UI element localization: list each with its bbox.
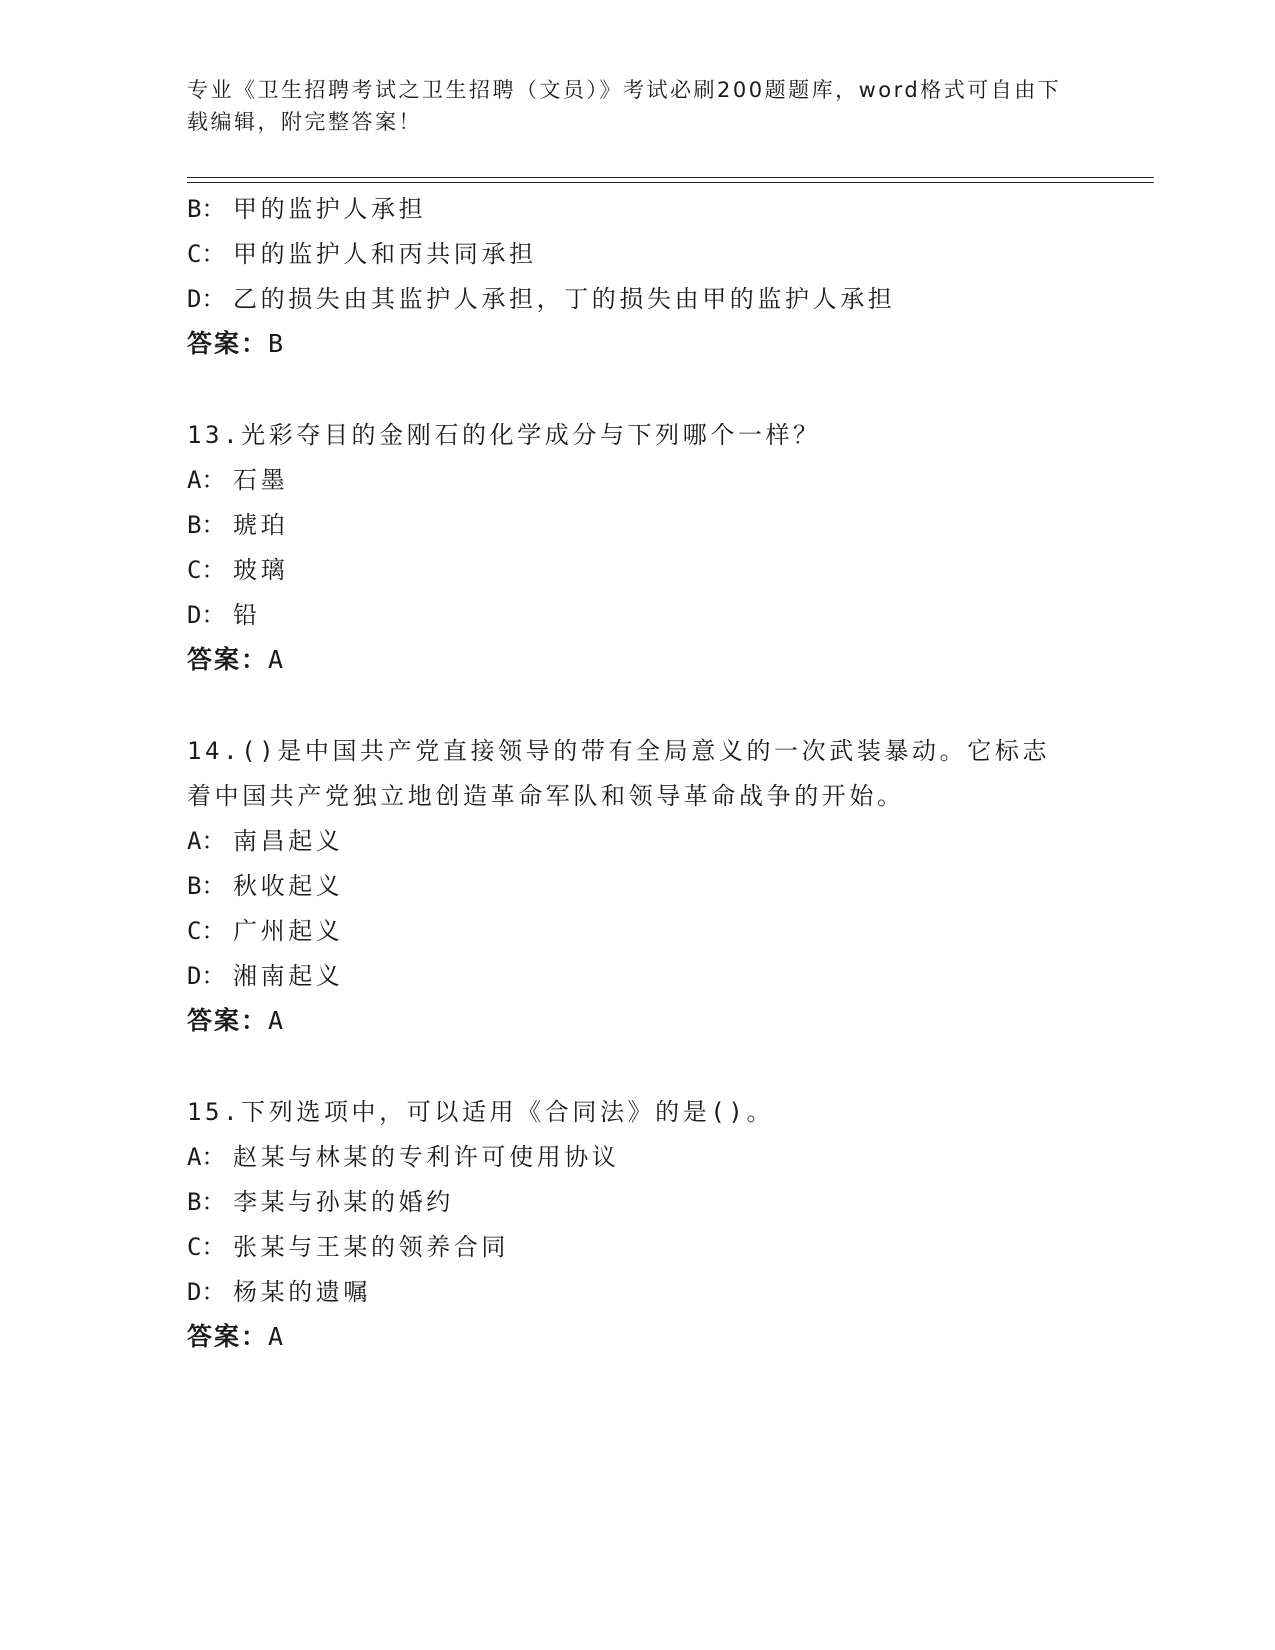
q13-option-b	[187, 510, 288, 540]
option-text: 南昌起义	[233, 827, 344, 855]
option-letter: D：	[187, 601, 226, 629]
q15-option-c	[187, 1232, 509, 1262]
option-text: 琥珀	[233, 511, 289, 539]
option-text: 广州起义	[233, 917, 344, 945]
option-letter: B：	[187, 872, 226, 900]
option-text: 铅	[233, 601, 261, 629]
q13-option-c	[187, 555, 288, 585]
q14-option-a	[187, 826, 343, 856]
q15-option-a	[187, 1142, 619, 1172]
option-letter: C：	[187, 1233, 226, 1261]
answer-label: 答案：	[187, 1006, 269, 1035]
option-text: 张某与王某的领养合同	[233, 1233, 509, 1261]
option-text: 赵某与林某的专利许可使用协议	[233, 1143, 620, 1171]
option-letter: B：	[187, 195, 226, 223]
q12-option-d	[187, 284, 895, 314]
answer-value: A	[268, 1322, 286, 1351]
option-letter: D：	[187, 962, 226, 990]
answer-label: 答案：	[187, 329, 269, 358]
option-letter: C：	[187, 556, 226, 584]
option-text: 杨某的遗嘱	[233, 1278, 371, 1306]
option-letter: A：	[187, 827, 226, 855]
q13-option-d	[187, 600, 261, 630]
option-letter: A：	[187, 466, 226, 494]
q14-option-c	[187, 916, 343, 946]
q15-option-b	[187, 1187, 454, 1217]
option-letter: B：	[187, 1188, 226, 1216]
q15-answer	[187, 1322, 285, 1352]
answer-value: A	[268, 645, 286, 674]
q14-option-d	[187, 961, 343, 991]
q13-answer	[187, 645, 285, 675]
q15-question: 15.下列选项中，可以适用《合同法》的是()。	[187, 1098, 775, 1126]
option-text: 玻璃	[233, 556, 289, 584]
option-text: 秋收起义	[233, 872, 344, 900]
option-letter: A：	[187, 1143, 226, 1171]
q13-option-a	[187, 465, 288, 495]
q12-answer	[187, 329, 285, 359]
q14-option-b	[187, 871, 343, 901]
answer-label: 答案：	[187, 645, 269, 674]
header-divider-bottom	[187, 182, 1154, 183]
q12-option-b	[187, 194, 426, 224]
q13-question: 13.光彩夺目的金刚石的化学成分与下列哪个一样？	[187, 421, 821, 449]
option-letter: B：	[187, 511, 226, 539]
answer-label: 答案：	[187, 1322, 269, 1351]
q14-question-line-1: 14.()是中国共产党直接领导的带有全局意义的一次武装暴动。它标志	[187, 737, 1051, 765]
option-letter: D：	[187, 285, 226, 313]
option-letter: C：	[187, 917, 226, 945]
option-text: 李某与孙某的婚约	[233, 1188, 454, 1216]
answer-value: B	[268, 329, 286, 358]
option-text: 甲的监护人承担	[233, 195, 427, 223]
q12-option-c	[187, 239, 537, 269]
option-text: 湘南起义	[233, 962, 344, 990]
option-letter: C：	[187, 240, 226, 268]
option-text: 乙的损失由其监护人承担，丁的损失由甲的监护人承担	[233, 285, 896, 313]
option-text: 石墨	[233, 466, 289, 494]
q14-answer	[187, 1006, 285, 1036]
page-header-text: 专业《卫生招聘考试之卫生招聘（文员）》考试必刷200题题库，word格式可自由下载编辑，附完整答案！	[187, 78, 1062, 134]
option-text: 甲的监护人和丙共同承担	[233, 240, 537, 268]
q14-question-line-2: 着中国共产党独立地创造革命军队和领导革命战争的开始。	[187, 782, 905, 810]
answer-value: A	[268, 1006, 286, 1035]
option-letter: D：	[187, 1278, 226, 1306]
header-divider-top	[187, 177, 1154, 178]
q15-option-d	[187, 1277, 371, 1307]
